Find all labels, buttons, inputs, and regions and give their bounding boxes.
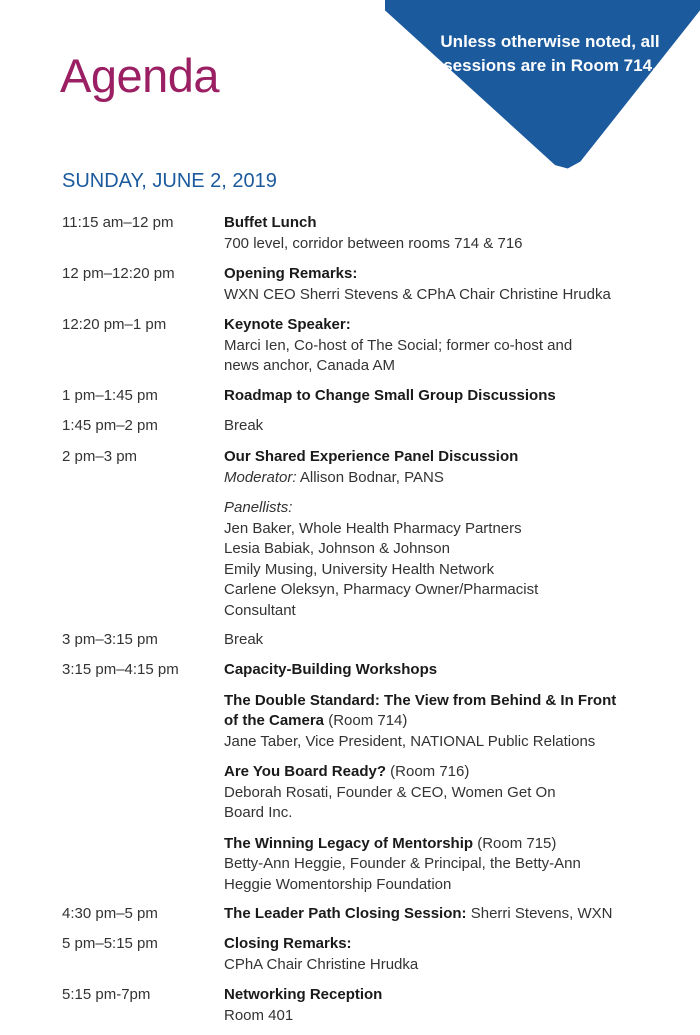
- item-time: 12:20 pm–1 pm: [62, 316, 167, 333]
- moderator-name: Allison Bodnar, PANS: [296, 468, 444, 486]
- item-title: The Leader Path Closing Session:: [224, 905, 467, 922]
- workshop-speaker: Betty-Ann Heggie, Founder & Principal, the Betty-Ann: [224, 855, 581, 872]
- panellist: Consultant: [224, 601, 296, 619]
- workshop-room: (Room 714): [324, 712, 408, 729]
- workshop-title-line: [224, 762, 669, 783]
- panellists-label: Panellists:: [224, 499, 293, 516]
- panellist: Emily Musing, University Health Network: [224, 560, 495, 578]
- item-title: Roadmap to Change Small Group Discussions: [224, 387, 556, 404]
- item-title: Our Shared Experience Panel Discussion: [224, 448, 519, 465]
- item-time: 12 pm–12:20 pm: [62, 265, 175, 282]
- item-time: 5 pm–5:15 pm: [62, 935, 158, 952]
- workshop-title: Are You Board Ready?: [224, 763, 386, 780]
- item-time: 1 pm–1:45 pm: [62, 387, 158, 404]
- workshop-speaker: Deborah Rosati, Founder & CEO, Women Get On: [224, 783, 556, 801]
- workshop-title: of the Camera: [224, 712, 325, 729]
- item-time: 3:15 pm–4:15 pm: [62, 661, 179, 678]
- item-title: Capacity-Building Workshops: [224, 661, 438, 678]
- item-detail: Room 401: [224, 1006, 294, 1024]
- workshop-room: (Room 716): [385, 763, 470, 780]
- workshop-speaker: Heggie Womentorship Foundation: [224, 875, 452, 893]
- item-time: 4:30 pm–5 pm: [62, 905, 158, 922]
- workshop-title-line: [224, 711, 669, 732]
- item-title: Networking Reception: [224, 986, 383, 1003]
- item-time: 11:15 am–12 pm: [62, 214, 174, 231]
- workshop-title-line: [224, 834, 669, 855]
- item-time: 2 pm–3 pm: [62, 448, 138, 465]
- item-time: 1:45 pm–2 pm: [62, 417, 158, 434]
- workshop-speaker: Board Inc.: [224, 804, 293, 821]
- notice-badge: [385, 0, 700, 172]
- item-detail: 700 level, corridor between rooms 714 & 716: [224, 234, 523, 252]
- workshop-room: (Room 715): [473, 834, 557, 852]
- item-title: Opening Remarks:: [224, 265, 358, 282]
- item-detail: WXN CEO Sherri Stevens & CPhA Chair Christine Hrudka: [224, 285, 611, 303]
- item-detail: news anchor, Canada AM: [224, 357, 395, 374]
- item-time: 3 pm–3:15 pm: [62, 631, 158, 648]
- item-title: Keynote Speaker:: [224, 316, 351, 333]
- agenda-date: SUNDAY, JUNE 2, 2019: [62, 170, 277, 192]
- item-detail: CPhA Chair Christine Hrudka: [224, 955, 419, 973]
- item-title: Closing Remarks:: [224, 935, 352, 952]
- item-title-line: [224, 904, 669, 925]
- item-time: 5:15 pm-7pm: [62, 986, 151, 1003]
- notice-text: Unless otherwise noted, all sessions are in Room 714.: [440, 32, 660, 75]
- workshop-title: The Winning Legacy of Mentorship: [224, 834, 474, 852]
- page-title: Agenda: [60, 49, 220, 102]
- panellist: Jen Baker, Whole Health Pharmacy Partners: [224, 519, 522, 537]
- panellist: Lesia Babiak, Johnson & Johnson: [224, 540, 450, 557]
- item-detail: Sherri Stevens, WXN: [466, 905, 613, 922]
- workshop-title: The Double Standard: The View from Behind & In Front: [224, 691, 617, 709]
- item-text: Break: [224, 417, 264, 434]
- panellist: Carlene Oleksyn, Pharmacy Owner/Pharmacist: [224, 581, 539, 598]
- item-text: Break: [224, 631, 264, 648]
- workshop-speaker: Jane Taber, Vice President, NATIONAL Public Relations: [224, 732, 596, 750]
- moderator-label: Moderator:: [224, 468, 297, 486]
- item-title: Buffet Lunch: [224, 214, 317, 231]
- item-detail: Marci Ien, Co-host of The Social; former co-host and: [224, 336, 573, 354]
- moderator-line: [224, 468, 669, 489]
